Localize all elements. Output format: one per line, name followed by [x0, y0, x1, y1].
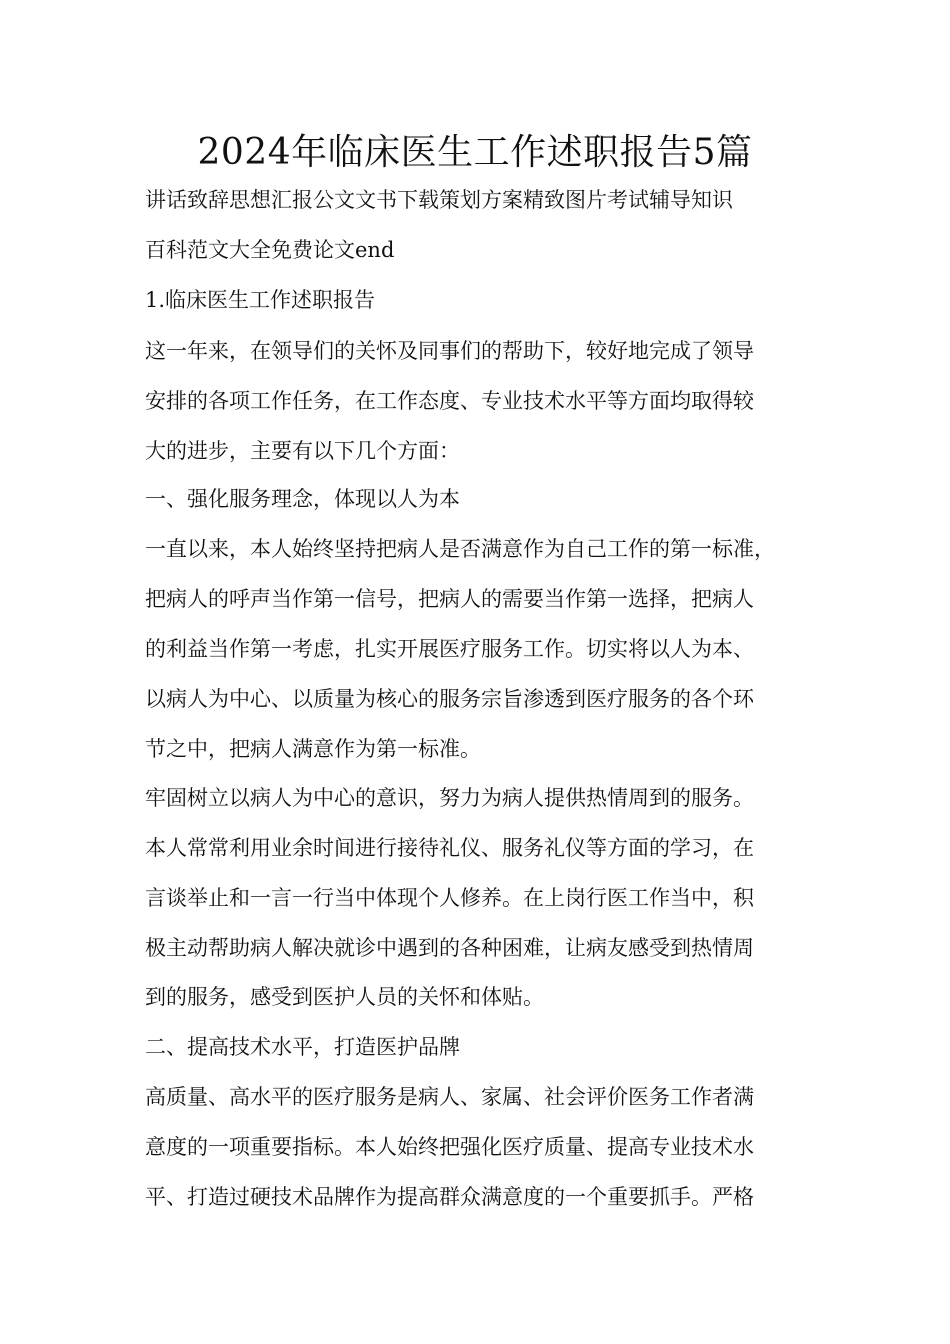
body-line: 节之中，把病人满意作为第一标准。: [145, 737, 481, 761]
body-line: 以病人为中心、以质量为核心的服务宗旨渗透到医疗服务的各个环: [145, 687, 754, 711]
body-line: 极主动帮助病人解决就诊中遇到的各种困难，让病友感受到热情周: [145, 936, 754, 960]
body-line: 本人常常利用业余时间进行接待礼仪、服务礼仪等方面的学习，在: [145, 836, 754, 860]
body-line: 百科范文大全免费论文end: [145, 238, 395, 262]
body-line: 言谈举止和一言一行当中体现个人修养。在上岗行医工作当中，积: [145, 886, 754, 910]
body-line: 大的进步，主要有以下几个方面：: [145, 439, 460, 463]
body-line: 平、打造过硬技术品牌作为提高群众满意度的一个重要抓手。严格: [145, 1185, 754, 1209]
body-line: 牢固树立以病人为中心的意识，努力为病人提供热情周到的服务。: [145, 786, 754, 810]
body-line: 意度的一项重要指标。本人始终把强化医疗质量、提高专业技术水: [145, 1135, 754, 1159]
body-line: 这一年来，在领导们的关怀及同事们的帮助下，较好地完成了领导: [145, 339, 754, 363]
body-line: 到的服务，感受到医护人员的关怀和体贴。: [145, 985, 544, 1009]
body-line: 高质量、高水平的医疗服务是病人、家属、社会评价医务工作者满: [145, 1085, 754, 1109]
body-line: 的利益当作第一考虑，扎实开展医疗服务工作。切实将以人为本、: [145, 637, 754, 661]
body-line: 安排的各项工作任务，在工作态度、专业技术水平等方面均取得较: [145, 389, 754, 413]
body-line: 把病人的呼声当作第一信号，把病人的需要当作第一选择，把病人: [145, 587, 754, 611]
body-line: 讲话致辞思想汇报公文文书下载策划方案精致图片考试辅导知识: [145, 188, 733, 212]
body-line: 一直以来，本人始终坚持把病人是否满意作为自己工作的第一标准，: [145, 537, 775, 561]
section-heading: 一、强化服务理念，体现以人为本: [145, 487, 460, 511]
document-title: 2024年临床医生工作述职报告5篇: [197, 132, 753, 173]
section-heading: 1.临床医生工作述职报告: [145, 288, 376, 312]
section-heading: 二、提高技术水平，打造医护品牌: [145, 1035, 460, 1059]
